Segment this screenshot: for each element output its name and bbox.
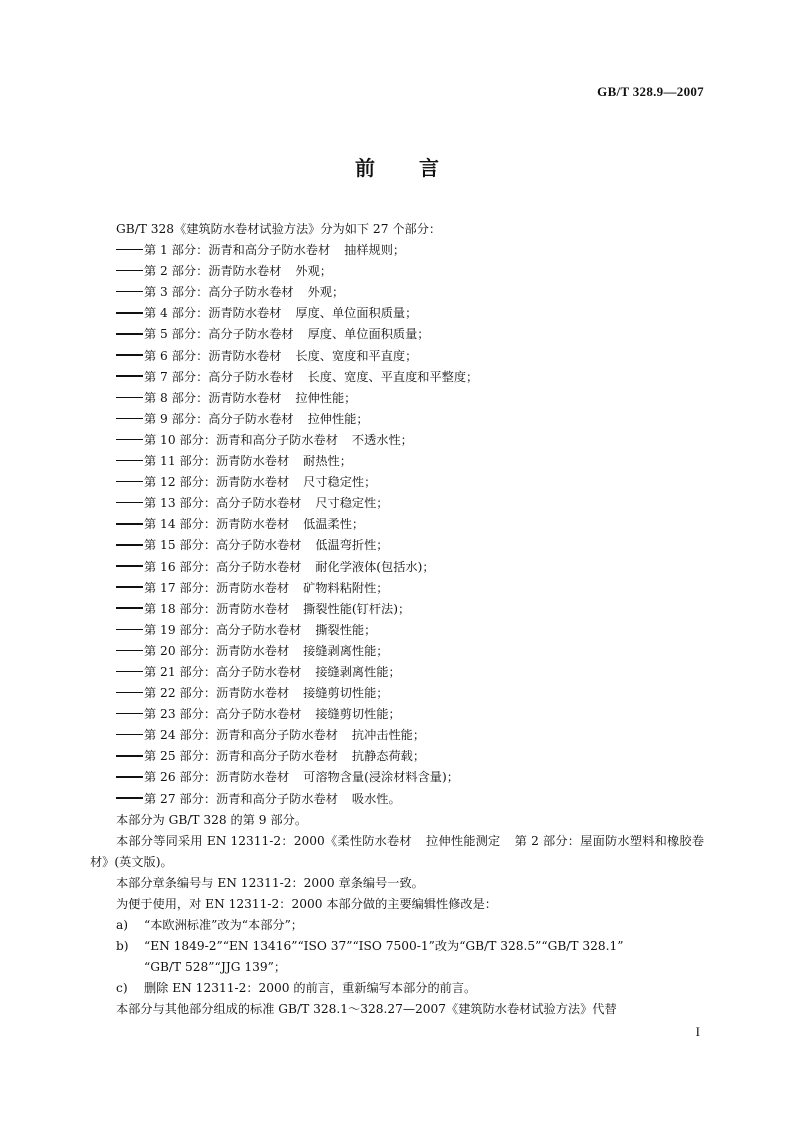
em-dash: [116, 481, 143, 482]
title-char-2: 言: [419, 156, 439, 180]
em-dash: [116, 460, 143, 461]
em-dash: [116, 375, 143, 376]
em-dash: [116, 586, 143, 587]
part-test-item: 吸水性。: [351, 791, 401, 806]
part-item: [90, 346, 704, 367]
part-number: 第 13 部分：高分子防水卷材: [144, 496, 302, 511]
part-number: 第 18 部分：沥青防水卷材: [144, 601, 290, 616]
part-number: 第 6 部分：沥青防水卷材: [144, 348, 282, 363]
part-item: [90, 493, 704, 514]
em-dash: [116, 502, 143, 503]
part-number: 第 7 部分：高分子防水卷材: [144, 369, 294, 384]
part-item: [90, 282, 704, 303]
em-dash: [116, 270, 143, 271]
part-test-item: 撕裂性能(钉杆法)；: [303, 601, 411, 616]
part-number: 第 2 部分：沥青防水卷材: [144, 264, 282, 279]
edit-item: [90, 915, 704, 936]
part-item: [90, 641, 704, 662]
part-item: [90, 514, 704, 535]
part-test-item: 抗静态荷载；: [351, 749, 426, 764]
em-dash: [116, 249, 143, 250]
part-item: [90, 683, 704, 704]
part-item: [90, 409, 704, 430]
part-item: [90, 789, 704, 810]
part-test-item: 长度、宽度、平直度和平整度；: [307, 369, 479, 384]
part-test-item: 尺寸稳定性；: [303, 475, 377, 490]
part-number: 第 22 部分：沥青防水卷材: [144, 686, 290, 701]
part-number: 第 12 部分：沥青防水卷材: [144, 475, 290, 490]
paragraph-edits-intro: 为便于使用，对 EN 12311-2：2000 本部分做的主要编辑性修改是：: [116, 897, 497, 911]
edit-marker: a): [116, 918, 129, 933]
paragraph-replacement: 本部分与其他部分组成的标准 GB/T 328.1～328.27—2007《建筑防水卷材试验方法》代替: [116, 1002, 617, 1017]
part-number: 第 24 部分：沥青和高分子防水卷材: [144, 728, 338, 743]
part-test-item: 低温弯折性；: [315, 538, 389, 553]
em-dash: [116, 333, 143, 334]
em-dash: [116, 629, 143, 630]
part-item: [90, 451, 704, 472]
part-item: [90, 557, 704, 578]
paragraph-part-number: 本部分为 GB/T 328 的第 9 部分。: [116, 812, 308, 827]
edit-text: “本欧洲标准”改为“本部分”；: [144, 918, 303, 933]
em-dash: [116, 291, 143, 292]
part-item: [90, 725, 704, 746]
em-dash: [116, 544, 143, 545]
part-item: [90, 599, 704, 620]
em-dash: [116, 312, 143, 313]
part-test-item: 抽样规则；: [344, 243, 406, 258]
em-dash: [116, 650, 143, 651]
part-number: 第 26 部分：沥青防水卷材: [144, 770, 290, 785]
part-item: [90, 662, 704, 683]
part-number: 第 4 部分：沥青防水卷材: [144, 306, 282, 321]
part-item: [90, 367, 704, 388]
part-test-item: 外观；: [295, 264, 332, 279]
part-test-item: 不透水性；: [351, 432, 413, 447]
edit-text: “EN 1849-2”“EN 13416”“ISO 37”“ISO 7500-1”改为“GB/T 328.5”“GB/T 328.1”: [144, 939, 624, 954]
edit-text-continued: “GB/T 528”“JJG 139”；: [144, 960, 287, 975]
part-test-item: 耐热性；: [303, 454, 352, 469]
page-title: [0, 152, 794, 181]
intro-paragraph: GB/T 328《建筑防水卷材试验方法》分为如下 27 个部分：: [116, 222, 442, 236]
part-number: 第 17 部分：沥青防水卷材: [144, 580, 290, 595]
part-test-item: 接缝剥离性能；: [303, 643, 389, 658]
edit-item: [90, 936, 704, 978]
part-number: 第 16 部分：高分子防水卷材: [144, 559, 302, 574]
equivalence-text-c: 第 2 部分：屋面防水塑料和橡胶卷材》(英文版)。: [90, 833, 705, 869]
edit-text: 删除 EN 12311-2：2000 的前言，重新编写本部分的前言。: [144, 981, 477, 996]
part-test-item: 可溶物含量(浸涂材料含量)；: [303, 770, 459, 785]
em-dash: [116, 713, 143, 714]
edits-list: [90, 915, 704, 999]
page-number: I: [695, 1024, 700, 1039]
part-item: [90, 324, 704, 345]
part-item: [90, 620, 704, 641]
em-dash: [116, 692, 143, 693]
part-test-item: 低温柔性；: [303, 517, 365, 532]
part-item: [90, 578, 704, 599]
part-item: [90, 388, 704, 409]
part-item: [90, 767, 704, 788]
em-dash: [116, 439, 143, 440]
em-dash: [116, 607, 143, 608]
edit-marker: b): [116, 939, 129, 954]
em-dash: [116, 755, 143, 756]
part-number: 第 5 部分：高分子防水卷材: [144, 327, 294, 342]
part-test-item: 耐化学液体(包括水)；: [315, 559, 435, 574]
paragraph-equivalence: [90, 831, 704, 873]
equivalence-text-b: 拉伸性能测定: [425, 833, 501, 848]
part-number: 第 19 部分：高分子防水卷材: [144, 622, 302, 637]
part-test-item: 接缝剪切性能；: [315, 707, 401, 722]
part-test-item: 接缝剪切性能；: [303, 686, 389, 701]
part-number: 第 23 部分：高分子防水卷材: [144, 707, 302, 722]
part-item: [90, 261, 704, 282]
em-dash: [116, 671, 143, 672]
part-number: 第 11 部分：沥青防水卷材: [144, 454, 290, 469]
part-item: [90, 535, 704, 556]
part-test-item: 矿物料粘附性；: [303, 580, 389, 595]
part-test-item: 撕裂性能；: [315, 622, 377, 637]
parts-list: [90, 240, 704, 810]
part-number: 第 9 部分：高分子防水卷材: [144, 411, 294, 426]
part-number: 第 27 部分：沥青和高分子防水卷材: [144, 791, 338, 806]
part-test-item: 拉伸性能；: [307, 411, 369, 426]
part-item: [90, 430, 704, 451]
title-char-1: 前: [355, 156, 375, 180]
part-number: 第 3 部分：高分子防水卷材: [144, 285, 294, 300]
part-test-item: 拉伸性能；: [295, 390, 357, 405]
standard-number: GB/T 328.9—2007: [597, 84, 704, 99]
part-test-item: 长度、宽度和平直度；: [295, 348, 418, 363]
part-item: [90, 472, 704, 493]
part-test-item: 抗冲击性能；: [351, 728, 426, 743]
part-number: 第 10 部分：沥青和高分子防水卷材: [144, 432, 338, 447]
part-number: 第 8 部分：沥青防水卷材: [144, 390, 282, 405]
part-test-item: 厚度、单位面积质量；: [295, 306, 418, 321]
em-dash: [116, 354, 143, 355]
part-test-item: 外观；: [307, 285, 345, 300]
equivalence-text-a: 本部分等同采用 EN 12311-2：2000《柔性防水卷材: [116, 833, 412, 848]
part-item: [90, 240, 704, 261]
em-dash: [116, 397, 143, 398]
part-test-item: 尺寸稳定性；: [315, 496, 389, 511]
edit-marker: c): [116, 981, 128, 996]
part-number: 第 1 部分：沥青和高分子防水卷材: [144, 243, 331, 258]
part-item: [90, 303, 704, 324]
part-number: 第 21 部分：高分子防水卷材: [144, 664, 302, 679]
edit-item: [90, 978, 704, 999]
em-dash: [116, 523, 143, 524]
em-dash: [116, 776, 143, 777]
part-number: 第 20 部分：沥青防水卷材: [144, 643, 290, 658]
paragraph-numbering: 本部分章条编号与 EN 12311-2：2000 章条编号一致。: [116, 875, 424, 890]
part-number: 第 14 部分：沥青防水卷材: [144, 517, 290, 532]
part-item: [90, 704, 704, 725]
foreword-body: [90, 219, 704, 1021]
part-number: 第 25 部分：沥青和高分子防水卷材: [144, 749, 338, 764]
em-dash: [116, 565, 143, 566]
em-dash: [116, 734, 143, 735]
part-test-item: 厚度、单位面积质量；: [307, 327, 430, 342]
part-test-item: 接缝剥离性能；: [315, 664, 401, 679]
part-number: 第 15 部分：高分子防水卷材: [144, 538, 302, 553]
em-dash: [116, 797, 143, 798]
part-item: [90, 746, 704, 767]
em-dash: [116, 418, 143, 419]
